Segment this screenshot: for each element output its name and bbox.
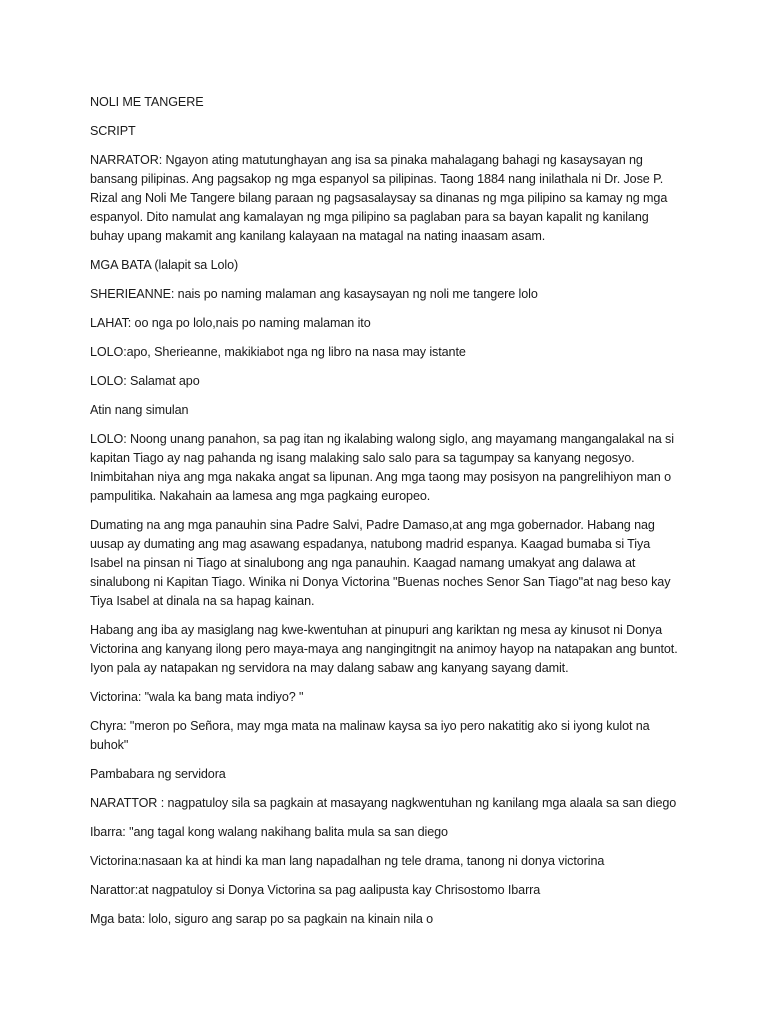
paragraph-guests-arrive: Dumating na ang mga panauhin sina Padre Salvi, Padre Damaso,at ang mga gobernador. Habang nag uusap ay dumating ang mag asawang espadanya, natubong madrid espanya. Kaagad bumaba si Tiya Isabel na pinsan ni Tiago at sinalubong ang nga panauhin. Kaagad namang umakyat ang dalawa at sinalubong ni Kapitan Tiago. Winika ni Donya Victorina "Buenas noches Senor San Tiago"at nag beso kay Tiya Isabel at dinala na sa hapag kainan. — [90, 518, 671, 608]
paragraph-lahat-line: LAHAT: oo nga po lolo,nais po naming malaman ito — [90, 316, 371, 330]
paragraph-victorina-question: Victorina:nasaan ka at hindi ka man lang napadalhan ng tele drama, tanong ni donya victorina — [90, 854, 605, 868]
paragraph-mga-bata-line: Mga bata: lolo, siguro ang sarap po sa pagkain na kinain nila o — [90, 912, 434, 926]
paragraph-lolo-thanks: LOLO: Salamat apo — [90, 374, 200, 388]
paragraph-narattor-continues: Narattor:at nagpatuloy si Donya Victorina sa pag aalipusta kay Chrisostomo Ibarra — [90, 883, 541, 897]
paragraph-mga-bata-direction: MGA BATA (lalapit sa Lolo) — [90, 258, 239, 272]
paragraph-simulan: Atin nang simulan — [90, 403, 189, 417]
paragraph-ibarra-line: Ibarra: "ang tagal kong walang nakihang balita mula sa san diego — [90, 825, 448, 839]
paragraph-narrator-intro: NARRATOR: Ngayon ating matutunghayan ang isa sa pinaka mahalagang bahagi ng kasaysayan ng bansang pilipinas. Ang pagsakop ng mga espanyol sa pilipinas. Taong 1884 nang inilathala ni Dr. Jose P. Rizal ang Noli Me Tangere bilang paraan ng pagsasalaysay sa dinanas ng mga pilipino sa kamay ng mga espanyol. Dito namulat ang kamalayan ng mga pilipino sa paglaban para sa bayan kapalit ng kanilang buhay upang makamit ang kanilang kalayaan na matagal na nating inaasam asam. — [90, 153, 668, 243]
paragraph-lolo-request: LOLO:apo, Sherieanne, makikiabot nga ng libro na nasa may istante — [90, 345, 466, 359]
paragraph-lolo-story: LOLO: Noong unang panahon, sa pag itan ng ikalabing walong siglo, ang mayamang mangangalakal na si kapitan Tiago ay nag pahanda ng isang malaking salo salo para sa tagumpay sa kanyang negosyo. Inimbitahan niya ang mga nakaka angat sa lipunan. Ang mga taong may posisyon na pangrelihiyon man o pampulitika. Nakahain aa lamesa ang mga pagkaing europeo. — [90, 432, 674, 503]
document-subtitle: SCRIPT — [90, 124, 136, 138]
paragraph-chyra-line: Chyra: "meron po Señora, may mga mata na malinaw kaysa sa iyo pero nakatitig ako si iyong kulot na buhok" — [90, 719, 650, 752]
paragraph-victorina-incident: Habang ang iba ay masiglang nag kwe-kwentuhan at pinupuri ang kariktan ng mesa ay kinusot ni Donya Victorina ang kanyang ilong pero maya-maya ang nangingitngit na animoy hayop na natapakan ang buntot. Iyon pala ay natapakan ng servidora na may dalang sabaw ang kanyang sayang damit. — [90, 623, 678, 675]
document-title: NOLI ME TANGERE — [90, 95, 204, 109]
paragraph-sherieanne-line: SHERIEANNE: nais po naming malaman ang kasaysayan ng noli me tangere lolo — [90, 287, 538, 301]
document-body — [90, 93, 678, 939]
paragraph-pambabara: Pambabara ng servidora — [90, 767, 226, 781]
paragraph-narattor-line: NARATTOR : nagpatuloy sila sa pagkain at masayang nagkwentuhan ng kanilang mga alaala sa san diego — [90, 796, 677, 810]
paragraph-victorina-line: Victorina: "wala ka bang mata indiyo? " — [90, 690, 304, 704]
